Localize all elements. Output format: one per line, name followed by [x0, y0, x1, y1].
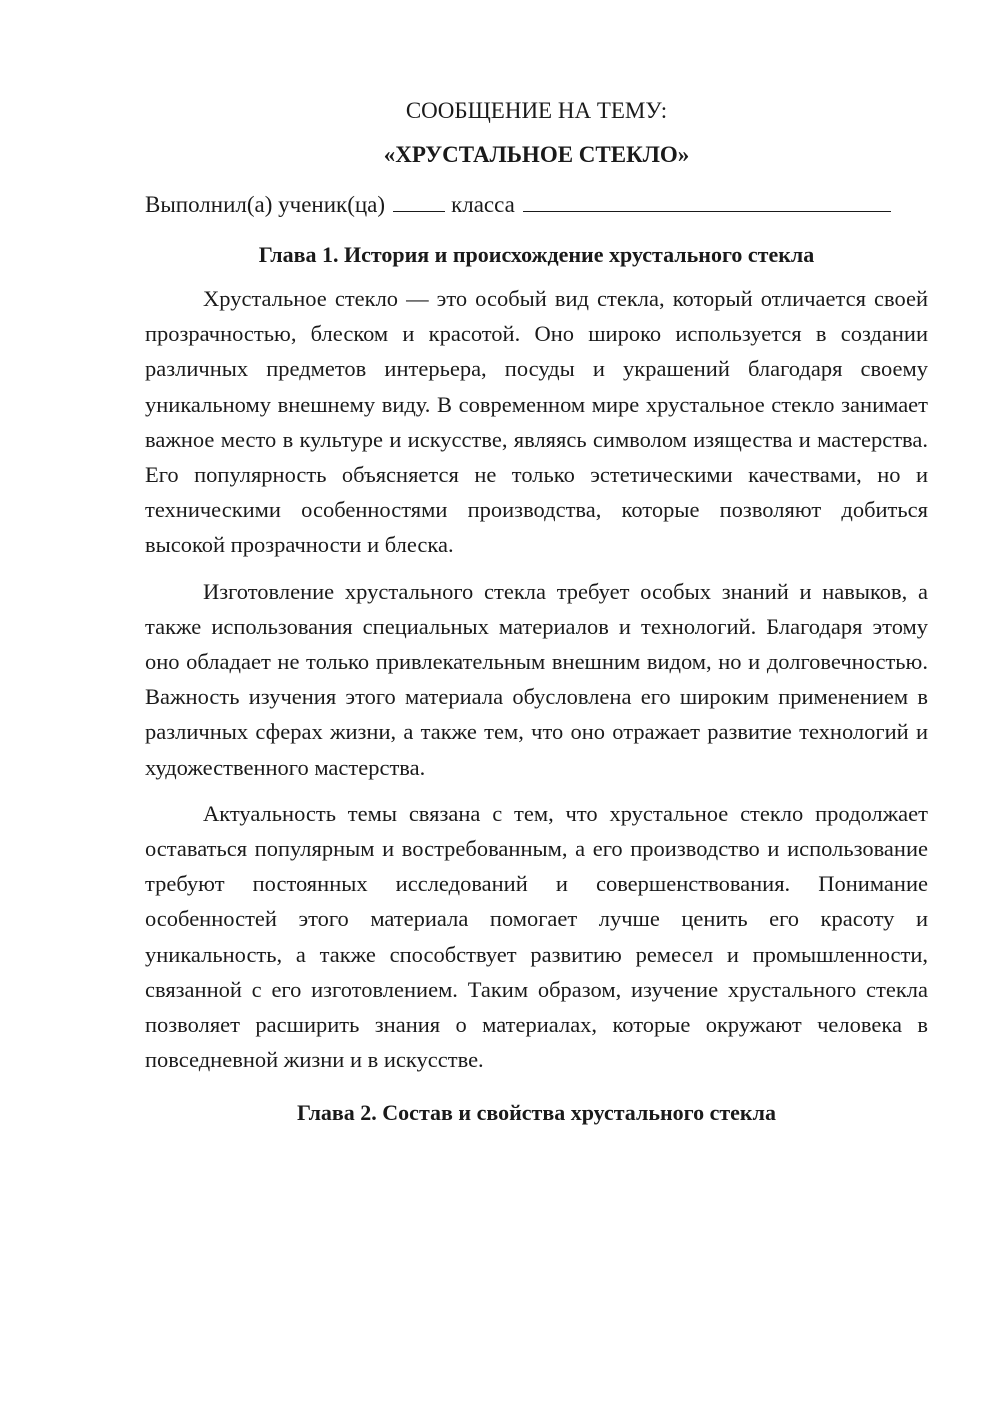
student-name-blank [523, 189, 891, 212]
chapter-1-paragraph-3: Актуальность темы связана с тем, что хрустальное стекло продолжает оставаться популярным и востребованным, а его производство и использование требуют постоянных исследований и совершенствования. Понимание особенностей этого материала помогает лучше ценить его красоту и уникальность, а также способствует развитию ремесел и промышленности, связанной с его изготовлением. Таким образом, изучение хрустального стекла позволяет расширить знания о материалах, которые окружают человека в повседневной жизни и в искусстве. [145, 800, 928, 1073]
chapter-2-heading: Глава 2. Состав и свойства хрустального стекла [297, 1100, 776, 1126]
class-number-blank [393, 189, 445, 212]
chapter-1-heading: Глава 1. История и происхождение хрустального стекла [258, 242, 815, 267]
document-content [145, 93, 928, 1131]
chapter-1-paragraph-1: Хрустальное стекло — это особый вид стекла, который отличается своей прозрачностью, блеском и красотой. Оно широко используется в создании различных предметов интерьера, посуды и украшений благодаря своему уникальному внешнему виду. В современном мире хрустальное стекло занимает важное место в культуре и искусстве, являясь символом изящества и мастерства. Его популярность объясняется не только эстетическими качествами, но и техническими особенностями производства, которые позволяют добиться высокой прозрачности и блеска. [145, 286, 928, 558]
author-byline [145, 187, 928, 223]
performed-by-label: Выполнил(а) ученик(ца) [145, 192, 386, 217]
chapter-1-paragraph-2: Изготовление хрустального стекла требует особых знаний и навыков, а также использования специальных материалов и технологий. Благодаря этому оно обладает не только привлекательным внешним видом, но и долговечностью. Важность изучения этого материала обусловлена его широким применением в различных сферах жизни, а также тем, что оно отражает развитие технологий и художественного мастерства. [145, 578, 928, 780]
document-title-line-1: СООБЩЕНИЕ НА ТЕМУ: [405, 98, 668, 123]
document-title-topic: «ХРУСТАЛЬНОЕ СТЕКЛО» [383, 142, 690, 167]
class-label: класса [451, 192, 515, 217]
